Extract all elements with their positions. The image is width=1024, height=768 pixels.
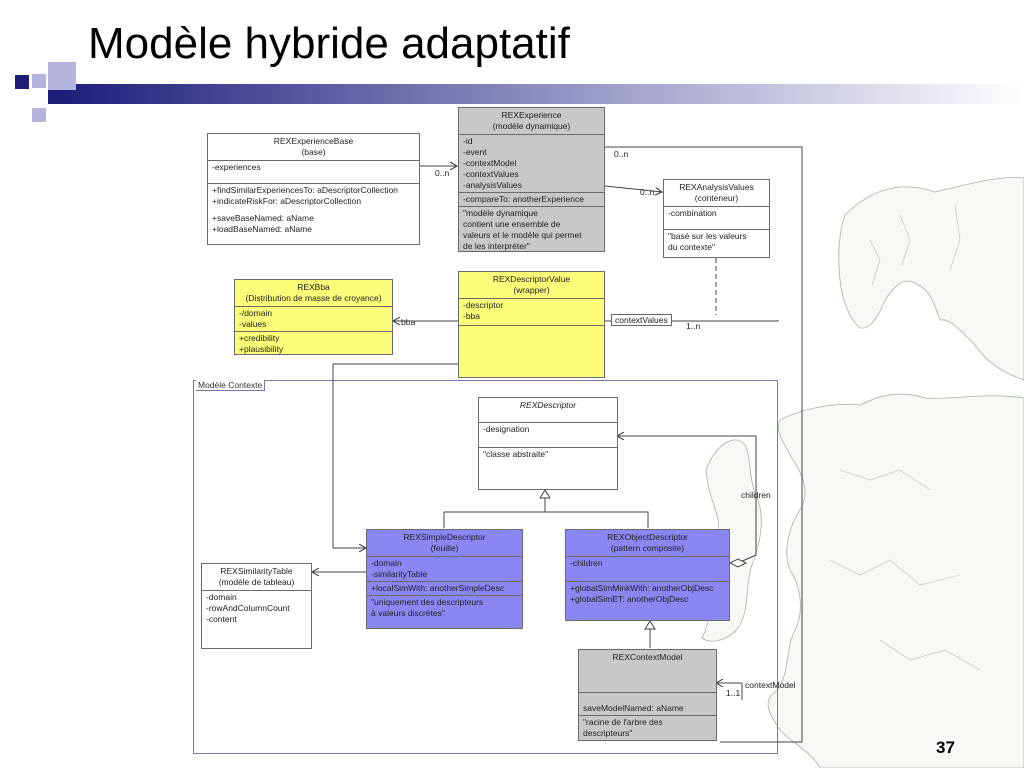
class-header: [579, 650, 716, 692]
attribute: -experiences: [212, 162, 261, 172]
note-line: "classe abstraite": [483, 449, 549, 459]
class-stereotype: (wrapper): [513, 285, 550, 295]
class-name: REXContextModel: [612, 652, 683, 662]
operation: +localSimWith: anotherSimpleDesc: [371, 583, 504, 593]
class-name: REXSimpleDescriptor: [403, 532, 486, 542]
operation: saveModelNamed: aName: [583, 703, 684, 713]
map-mainland: [768, 394, 1024, 768]
multiplicity-experience-top: 0..n: [614, 149, 629, 159]
label-context-model: contextModel: [745, 680, 796, 690]
class-name: REXExperienceBase: [273, 136, 354, 146]
class-name: REXDescriptor: [519, 400, 577, 410]
multiplicity-analysis: 0..n: [640, 187, 655, 197]
multiplicity-context-model: 1..1: [726, 688, 741, 698]
label-context-values: contextValues: [611, 314, 672, 326]
note-section: [367, 595, 522, 620]
class-simple-descriptor: [366, 529, 523, 629]
operations-section: [566, 581, 729, 606]
class-stereotype: (pattern composite): [610, 543, 685, 553]
attributes-section: [367, 556, 522, 581]
class-context-model: [578, 649, 717, 741]
class-stereotype: (modèle dynamique): [492, 121, 571, 131]
note-line: "basé sur les valeurs: [668, 231, 747, 241]
multiplicity-context-values: 1..n: [686, 321, 701, 331]
attribute: -analysisValues: [463, 180, 522, 190]
attribute: -domain: [371, 558, 402, 568]
note-line: descripteurs": [583, 728, 633, 738]
note-section: [479, 447, 617, 461]
attribute: -event: [463, 147, 487, 157]
label-bba: bba: [401, 317, 416, 327]
class-stereotype: (base): [301, 147, 326, 157]
note-line: contient une ensemble de: [463, 219, 561, 229]
operations-section: [459, 192, 604, 206]
label-children: children: [741, 490, 771, 500]
class-stereotype: (feuille): [430, 543, 459, 553]
package-label: Modèle Contexte: [196, 380, 265, 391]
class-header: [459, 272, 604, 298]
operations-section: [459, 325, 604, 328]
attributes-section: [566, 556, 729, 581]
operations-section: [367, 581, 522, 595]
class-name: REXAnalysisValues: [679, 182, 754, 192]
class-stereotype: (modèle de tableau): [218, 577, 295, 587]
class-header: [235, 280, 392, 306]
attribute: -values: [239, 319, 267, 329]
class-header: [367, 530, 522, 556]
attributes-section: [664, 206, 769, 229]
attribute: -children: [570, 558, 603, 568]
operations-section: [208, 183, 419, 236]
class-similarity-table: [201, 563, 312, 649]
class-experience-base: [207, 133, 420, 245]
class-name: REXDescriptorValue: [492, 274, 571, 284]
note-line: du contexte": [668, 242, 715, 252]
attribute: -id: [463, 136, 473, 146]
attribute: -bba: [463, 311, 481, 321]
note-line: "modèle dynamique: [463, 208, 538, 218]
class-header: [202, 564, 311, 590]
operations-section: [579, 692, 716, 715]
class-object-descriptor: [565, 529, 730, 621]
attributes-section: [235, 306, 392, 331]
note-line: à valeurs discrètes": [371, 608, 445, 618]
note-line: "uniquement des descripteurs: [371, 597, 484, 607]
note-line: valeurs et le modèle qui permet: [463, 230, 582, 240]
page-number: 37: [936, 738, 955, 757]
operation: +globalSimMinkWith: anotherObjDesc: [570, 583, 714, 593]
attribute: -domain: [206, 592, 237, 602]
class-header: [459, 108, 604, 134]
note-section: [579, 715, 716, 740]
class-header: [566, 530, 729, 556]
attributes-section: [459, 298, 604, 325]
class-header: [208, 134, 419, 160]
attribute: -contextModel: [463, 158, 517, 168]
map-scandinavia: [839, 177, 1024, 380]
class-name: REXBba: [297, 282, 330, 292]
operation: +loadBaseNamed: aName: [212, 224, 312, 234]
operation: +findSimilarExperiencesTo: aDescriptorCollection: [212, 185, 398, 195]
class-name: REXExperience: [501, 110, 562, 120]
attribute: -content: [206, 614, 237, 624]
attribute: -descriptor: [463, 300, 504, 310]
class-header: [479, 398, 617, 422]
class-analysis-values: [663, 179, 770, 258]
attribute: -combination: [668, 208, 717, 218]
class-experience: [458, 107, 605, 252]
operation: -compareTo: anotherExperience: [463, 194, 584, 204]
operation: +credibility: [239, 333, 280, 343]
note-section: [664, 229, 769, 254]
class-bba: [234, 279, 393, 355]
operation: +saveBaseNamed: aName: [212, 213, 314, 223]
attributes-section: [459, 134, 604, 192]
attribute: -designation: [483, 424, 530, 434]
note-line: "racine de l'arbre des: [583, 717, 663, 727]
attribute: -rowAndColumnCount: [206, 603, 290, 613]
note-line: de les interpréter": [463, 241, 530, 251]
class-descriptor: [478, 397, 618, 490]
attributes-section: [208, 160, 419, 183]
class-stereotype: (conteneur): [694, 193, 739, 203]
attributes-section: [479, 422, 617, 447]
attributes-section: [202, 590, 311, 626]
slide-title: Modèle hybride adaptatif: [88, 19, 570, 68]
operation: +plausibility: [239, 344, 284, 354]
operation: +indicateRiskFor: aDescriptorCollection: [212, 196, 362, 206]
attribute: -similarityTable: [371, 569, 428, 579]
operation: +globalSimET: anotherObjDesc: [570, 594, 689, 604]
class-name: REXSimilarityTable: [220, 566, 293, 576]
note-section: [459, 206, 604, 252]
attribute: -/domain: [239, 308, 273, 318]
class-stereotype: (Distribution de masse de croyance): [245, 293, 382, 303]
class-name: REXObjectDescriptor: [607, 532, 688, 542]
class-descriptor-value: [458, 271, 605, 378]
operations-section: [235, 331, 392, 355]
class-header: [664, 180, 769, 206]
multiplicity-base-experience: 0..n: [435, 168, 450, 178]
attribute: -contextValues: [463, 169, 519, 179]
